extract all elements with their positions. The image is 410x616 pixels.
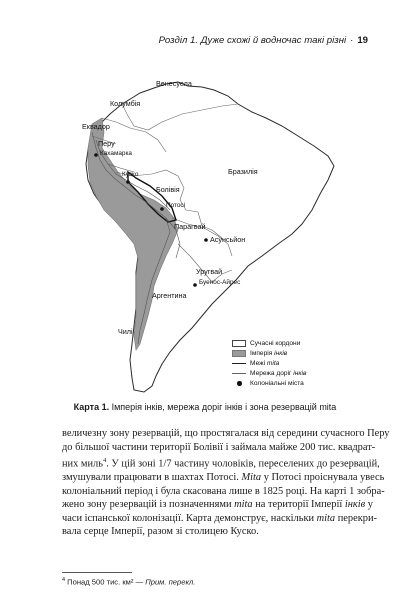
- legend-item-empire: [232, 348, 306, 358]
- legend-label-cities: Колоніальні міста: [250, 380, 304, 388]
- chapter-title: Розділ 1. Дуже схожі й водночас такі різні: [158, 35, 347, 46]
- page-number: 19: [357, 35, 368, 46]
- legend-dot-cities: [232, 380, 246, 388]
- label-ecuador: Еквадор: [82, 122, 110, 131]
- text-line: до більшої частини території Болівії і займала майже 200 тис. квадрат-: [62, 441, 376, 453]
- footnote-mark: 4: [62, 577, 66, 583]
- city-dot-buenos-aires: [193, 283, 197, 287]
- label-brazil: Бразилія: [228, 167, 258, 176]
- footnote-text: Понад 500 тис. км² —: [65, 577, 146, 587]
- label-paraguay: Парагвай: [174, 222, 206, 231]
- city-dot-asuncion: [204, 238, 208, 242]
- label-potosi: Потосі: [166, 202, 186, 209]
- label-cajamarca: Кахамарка: [100, 150, 132, 157]
- text-line: вала серце Імперії, разом зі столицею Куско.: [62, 526, 259, 538]
- label-buenos-aires: Буенос-Айрес: [199, 279, 241, 286]
- label-venezuela: Венесуела: [156, 79, 192, 88]
- caption-label: Карта 1.: [73, 402, 110, 412]
- footnote-note: Прим. перекл.: [145, 577, 196, 587]
- footnote: [62, 577, 195, 587]
- text-line: них миль$^4$. У цій зоні 1/7 частину чоловіків, переселених до резервацій,: [62, 457, 380, 470]
- text-line: жено зону резервацій із позначеннями mita на території Імперії інків у: [62, 499, 373, 511]
- figure-caption: [40, 402, 370, 412]
- label-colombia: Колумбія: [110, 99, 141, 108]
- legend-line-roads: [232, 370, 246, 378]
- map-legend: [232, 338, 306, 389]
- legend-item-cities: [232, 379, 306, 389]
- label-cusco: Куско: [122, 171, 139, 178]
- label-argentina: Аргентина: [152, 291, 187, 300]
- label-uruguay: Уругвай: [196, 267, 223, 276]
- legend-label-mita: Межі mita: [250, 359, 280, 367]
- legend-swatch-borders: [232, 340, 246, 347]
- label-asuncion: Асунсьйон: [210, 235, 246, 244]
- text-line: колоніальний період і була скасована лише в 1825 році. На карті 1 зобра-: [62, 485, 385, 497]
- footnote-ref: 4: [102, 457, 107, 465]
- legend-item-borders: [232, 338, 306, 348]
- legend-label-roads: Мережа доріг інків: [250, 370, 307, 378]
- text-line: величезну зону резервацій, що простягалася від середини сучасного Перу: [62, 428, 390, 439]
- running-head: [159, 35, 368, 46]
- city-dot-cusco: [126, 180, 130, 184]
- legend-line-mita: [232, 359, 246, 367]
- text-line: часи іспанської колонізації. Карта демонструє, наскільки mita перекри-: [62, 512, 377, 524]
- legend-item-mita: [232, 358, 306, 368]
- footnote-divider: [62, 572, 132, 573]
- city-dot-cajamarca: [94, 153, 98, 157]
- label-bolivia: Болівія: [156, 185, 180, 194]
- legend-label-empire: Імперія інків: [250, 349, 288, 357]
- caption-text: Імперія інків, мережа доріг інків і зона резервацій mita: [109, 402, 337, 412]
- legend-item-roads: [232, 369, 306, 379]
- text-line: змушували працювати в шахтах Потосі. Mita у Потосі проіснувала увесь: [62, 472, 385, 484]
- body-paragraph: [62, 427, 390, 539]
- separator: ·: [350, 35, 354, 46]
- label-peru: Перу: [98, 139, 115, 148]
- legend-label-borders: Сучасні кордони: [250, 339, 301, 347]
- legend-swatch-empire: [232, 350, 246, 357]
- label-chile: Чилі: [118, 327, 133, 336]
- city-dot-potosi: [160, 207, 164, 211]
